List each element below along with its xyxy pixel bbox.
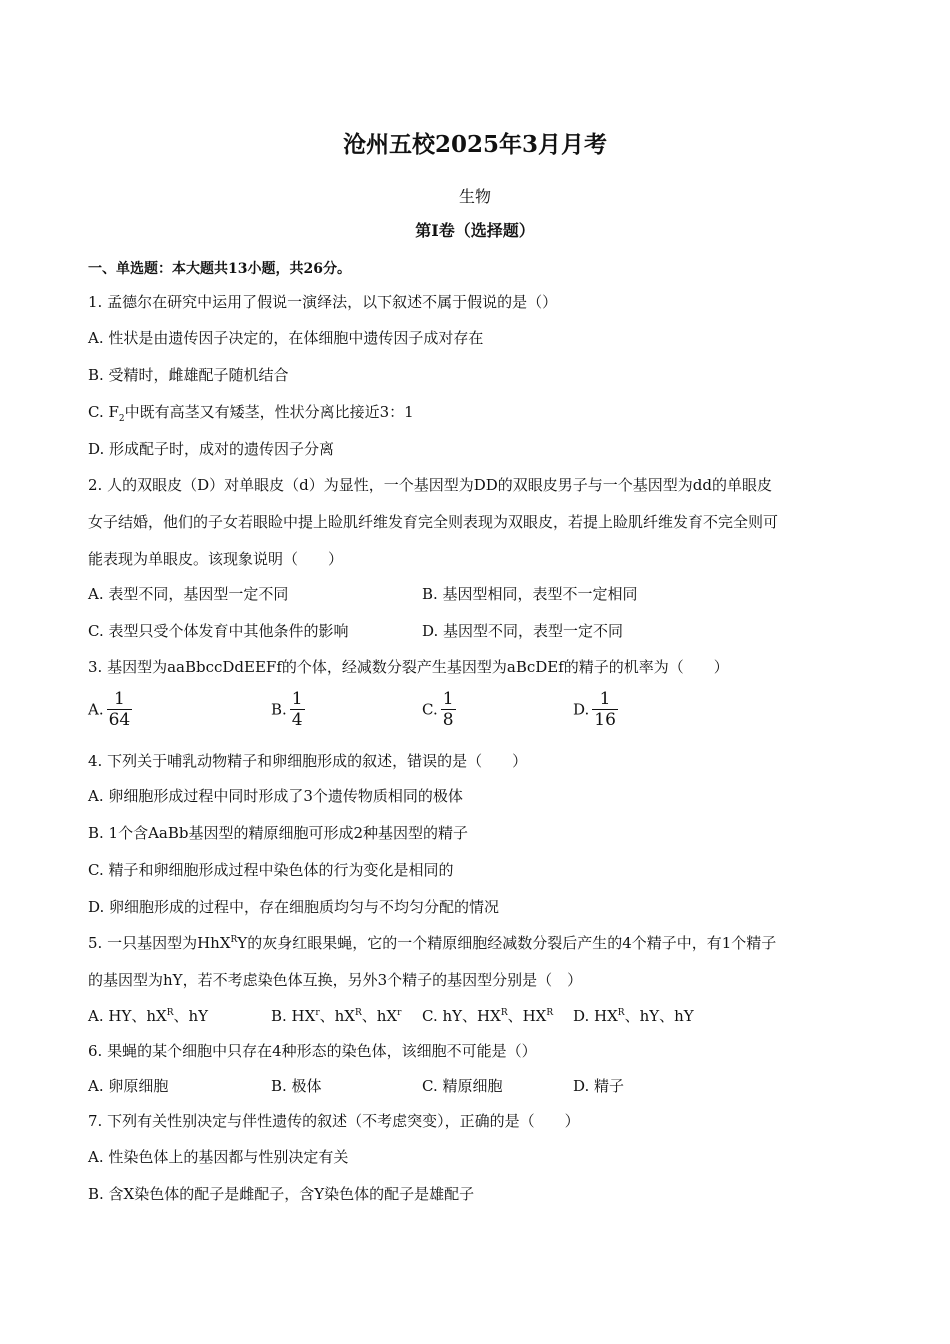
q4-option-a: A. 卵细胞形成过程中同时形成了3个遗传物质相同的极体 bbox=[88, 787, 463, 805]
q4-option-c: C. 精子和卵细胞形成过程中染色体的行为变化是相同的 bbox=[88, 861, 454, 879]
q5-c-sup2: R bbox=[546, 1008, 554, 1018]
q3-a-fraction bbox=[107, 689, 133, 730]
q4-option-d: D. 卵细胞形成的过程中，存在细胞质均匀与不均匀分配的情况 bbox=[88, 898, 500, 916]
q5-c-2: 、HX bbox=[507, 1007, 547, 1025]
q5-stem-line2: 的基因型为hY，若不考虑染色体互换，另外3个精子的基因型分别是（ ） bbox=[88, 971, 583, 989]
q5-d-sup: R bbox=[617, 1008, 625, 1018]
q2-stem-line1: 2. 人的双眼皮（D）对单眼皮（d）为显性，一个基因型为DD的双眼皮男子与一个基因型为dd的单眼皮 bbox=[88, 476, 772, 494]
q2-stem-line3: 能表现为单眼皮。该现象说明（ ） bbox=[88, 550, 344, 568]
q5-option-b bbox=[271, 1005, 401, 1026]
q5-b-sup2: R bbox=[354, 1008, 362, 1018]
q3-option-c bbox=[422, 689, 456, 730]
q2-option-a: A. 表型不同，基因型一定不同 bbox=[88, 585, 289, 603]
q5-b-sup3: r bbox=[397, 1008, 402, 1018]
q2-stem-line2: 女子结婚，他们的子女若眼睑中提上睑肌纤维发育完全则表现为双眼皮，若提上睑肌纤维发育不完全则可 bbox=[88, 513, 779, 531]
q1-stem: 1. 孟德尔在研究中运用了假说一演绎法，以下叙述不属于假说的是（） bbox=[88, 293, 558, 311]
q3-option-b bbox=[271, 689, 305, 730]
q5-b-2: 、hX bbox=[319, 1007, 355, 1025]
q3-c-label: C. bbox=[422, 700, 438, 719]
q6-option-c: C. 精原细胞 bbox=[422, 1077, 503, 1095]
q3-a-label: A. bbox=[88, 700, 104, 719]
q1-option-a: A. 性状是由遗传因子决定的，在体细胞中遗传因子成对存在 bbox=[88, 329, 484, 347]
q5-a-2: 、hY bbox=[173, 1007, 209, 1025]
q3-a-denominator: 64 bbox=[108, 710, 131, 730]
q5-d-2: 、hY、hY bbox=[624, 1007, 694, 1025]
q5-b-sup1: r bbox=[315, 1008, 320, 1018]
q5-option-c bbox=[422, 1005, 553, 1026]
q5-a-sup: R bbox=[166, 1008, 174, 1018]
q3-d-numerator: 1 bbox=[592, 689, 618, 710]
q6-option-d: D. 精子 bbox=[573, 1077, 625, 1095]
q7-option-b: B. 含X染色体的配子是雌配子，含Y染色体的配子是雄配子 bbox=[88, 1185, 475, 1203]
q3-option-a bbox=[88, 689, 132, 730]
q5-b-3: 、hX bbox=[361, 1007, 398, 1025]
q2-option-d: D. 基因型不同，表型一定不同 bbox=[422, 622, 624, 640]
subject-title: 生物 bbox=[458, 187, 491, 206]
q7-option-a: A. 性染色体上的基因都与性别决定有关 bbox=[88, 1148, 349, 1166]
q1-c-sub: 2 bbox=[118, 414, 125, 424]
q3-b-label: B. bbox=[271, 700, 287, 719]
q5-stem-post: Y的灰身红眼果蝇，它的一个精原细胞经减数分裂后产生的4个精子中，有1个精子 bbox=[237, 934, 777, 952]
q7-stem: 7. 下列有关性别决定与伴性遗传的叙述（不考虑突变），正确的是（ ） bbox=[88, 1112, 580, 1130]
q5-option-a bbox=[88, 1005, 208, 1026]
q3-option-d bbox=[573, 689, 618, 730]
q4-stem: 4. 下列关于哺乳动物精子和卵细胞形成的叙述，错误的是（ ） bbox=[88, 752, 528, 770]
q6-option-b: B. 极体 bbox=[271, 1077, 322, 1095]
q3-b-fraction bbox=[290, 689, 305, 730]
q4-option-b: B. 1个含AaBb基因型的精原细胞可形成2种基因型的精子 bbox=[88, 824, 469, 842]
q3-d-denominator: 16 bbox=[594, 710, 616, 730]
q2-option-c: C. 表型只受个体发育中其他条件的影响 bbox=[88, 622, 349, 640]
q2-option-b: B. 基因型相同，表型不一定相同 bbox=[422, 585, 638, 603]
q5-a-1: A. HY、hX bbox=[88, 1007, 167, 1025]
q5-b-1: B. HX bbox=[271, 1007, 316, 1025]
q6-stem: 6. 果蝇的某个细胞中只存在4种形态的染色体，该细胞不可能是（） bbox=[88, 1042, 537, 1060]
q3-stem: 3. 基因型为aaBbccDdEEFf的个体，经减数分裂产生基因型为aBcDEf的精子的机率为（ ） bbox=[88, 658, 729, 676]
q3-d-label: D. bbox=[573, 700, 590, 719]
q5-stem-sup: R bbox=[230, 935, 238, 945]
q1-c-post: 中既有高茎又有矮茎，性状分离比接近3：1 bbox=[124, 403, 414, 421]
q5-c-sup1: R bbox=[500, 1008, 508, 1018]
q1-option-d: D. 形成配子时，成对的遗传因子分离 bbox=[88, 440, 335, 458]
part-heading: 一、单选题：本大题共13小题，共26分。 bbox=[88, 261, 351, 277]
q5-option-d bbox=[573, 1005, 694, 1026]
q3-b-denominator: 4 bbox=[291, 710, 303, 730]
q5-d-1: D. HX bbox=[573, 1007, 618, 1025]
q1-option-b: B. 受精时，雌雄配子随机结合 bbox=[88, 366, 289, 384]
q1-option-c bbox=[88, 401, 414, 424]
q3-c-numerator: 1 bbox=[442, 689, 454, 709]
q5-stem-pre: 5. 一只基因型为HhX bbox=[88, 934, 231, 952]
exam-title: 沧州五校2025年3月月考 bbox=[342, 131, 608, 158]
q3-b-numerator: 1 bbox=[291, 689, 303, 709]
q6-option-a: A. 卵原细胞 bbox=[88, 1077, 169, 1095]
q5-stem-line1 bbox=[88, 932, 776, 953]
q3-c-denominator: 8 bbox=[442, 710, 454, 730]
section-title: 第I卷（选择题） bbox=[415, 221, 535, 240]
q3-a-numerator: 1 bbox=[107, 689, 133, 710]
q3-c-fraction bbox=[441, 689, 456, 730]
q3-d-fraction bbox=[592, 689, 618, 730]
q5-c-1: C. hY、HX bbox=[422, 1007, 501, 1025]
q1-c-pre: C. F bbox=[88, 403, 119, 421]
